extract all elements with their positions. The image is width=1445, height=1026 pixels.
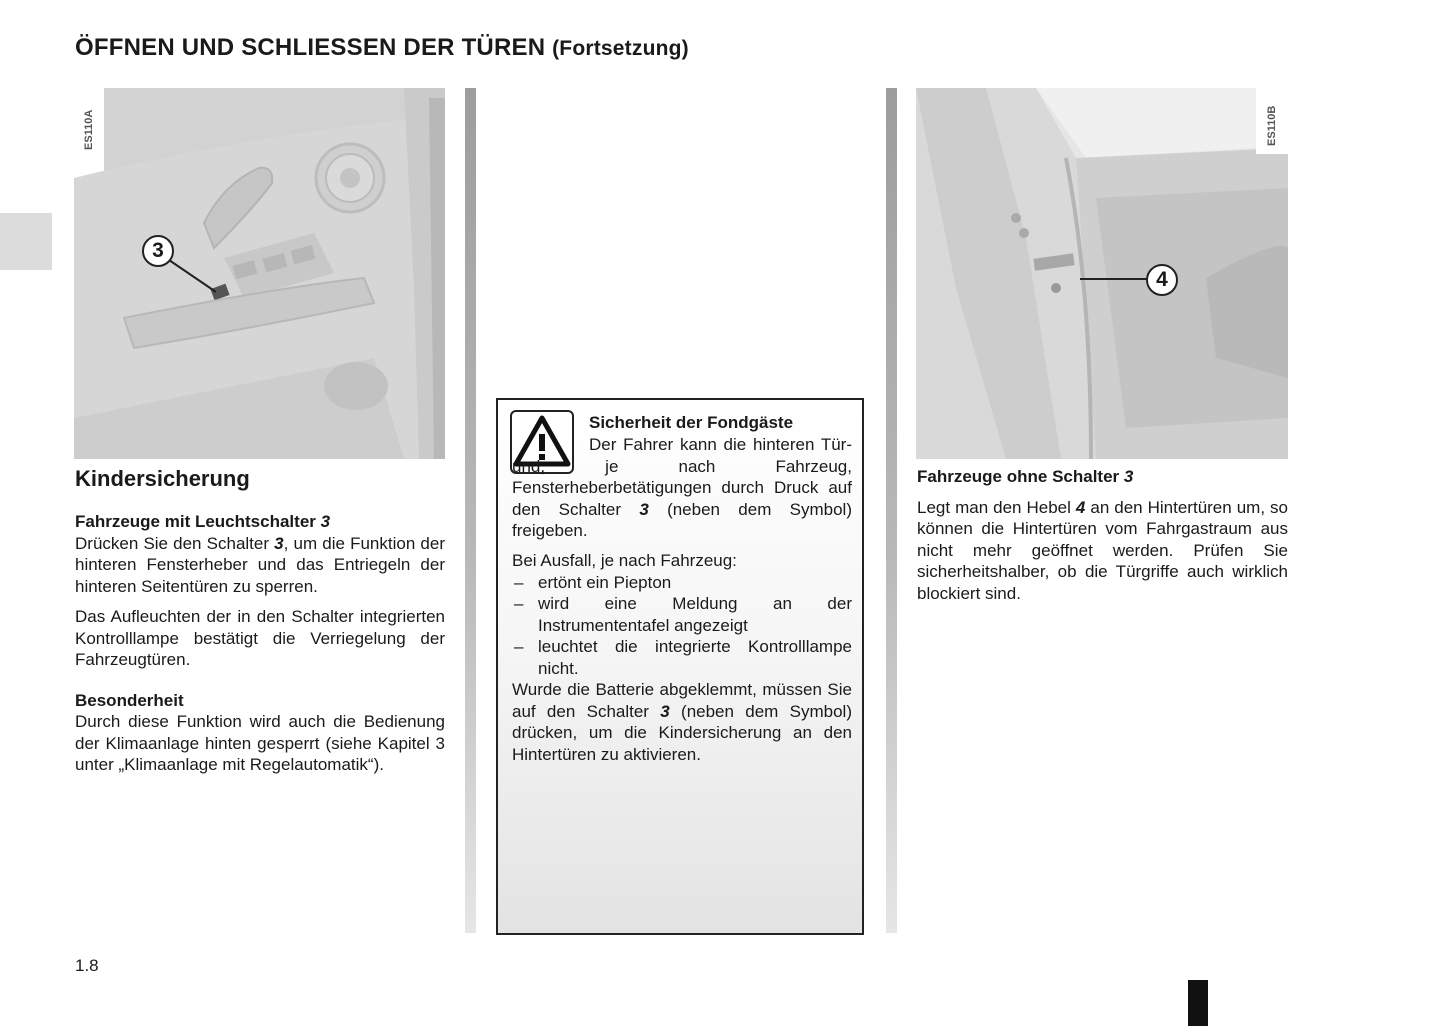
subheading-leuchtschalter: Fahrzeuge mit Leuchtschalter 3	[75, 512, 331, 531]
paragraph-besonderheit: Durch diese Funktion wird auch die Bedienung der Klimaanlage hinten gesperrt (siehe Kapitel 3 unter „Klimaanlage mit Regelautomatik“).	[75, 712, 445, 774]
subheading-ohne-schalter: Fahrzeuge ohne Schalter 3	[917, 467, 1134, 486]
callout-3: 3	[142, 235, 174, 267]
subheading-besonderheit: Besonderheit	[75, 690, 184, 710]
paragraph-ohne-schalter: Legt man den Hebel 4 an den Hintertüren um, so können die Hintertüren vom Fahrgastraum aus nicht mehr geöffnet werden. Prüfen Sie sicherheitshalber, ob die Türgriffe auch wirklich blockiert sind.	[917, 497, 1288, 603]
rear-door-figure	[916, 88, 1288, 459]
paragraph-kontrolllampe: Das Aufleuchten der in den Schalter integrierten Kontrolllampe bestätigt die Verriegelung der Fahrzeugtüren.	[75, 607, 445, 669]
warning-box	[496, 398, 864, 935]
column-divider-left	[465, 88, 476, 933]
callout-4: 4	[1146, 264, 1178, 296]
section-ohne-schalter	[917, 466, 1288, 604]
section-heading: Kindersicherung	[75, 466, 250, 491]
paragraph-leuchtschalter: Drücken Sie den Schalter 3, um die Funktion der hinteren Fensterheber und das Entriegeln der hinteren Seitentüren zu sperren.	[75, 533, 445, 596]
title-subtitle: (Fortsetzung)	[552, 37, 689, 60]
title-main: ÖFFNEN UND SCHLIESSEN DER TÜREN	[75, 34, 546, 61]
figure-code-left: ES110A	[83, 109, 95, 150]
door-panel-figure	[74, 88, 445, 459]
rear-door-illustration	[916, 88, 1288, 459]
column-divider-right	[886, 88, 897, 933]
page-title	[75, 34, 689, 62]
warning-paragraph-2: Bei Ausfall, je nach Fahrzeug:	[512, 551, 737, 570]
warning-list-item: – ertönt ein Piepton	[512, 572, 852, 594]
warning-paragraph-1: Der Fahrer kann die hinteren Tür- und, je nach Fahrzeug, Fensterheberbetätigungen durch Druck auf den Schalter 3 (neben dem Symbol) freigeben.	[512, 435, 852, 540]
warning-list	[512, 572, 852, 680]
warning-body	[512, 550, 852, 765]
thumb-index-mark	[1188, 980, 1208, 1026]
warning-list-item: – wird eine Meldung an der Instrumententafel angezeigt	[512, 593, 852, 636]
warning-list-item: – leuchtet die integrierte Kontrolllampe nicht.	[512, 636, 852, 679]
door-panel-illustration	[74, 88, 445, 459]
warning-title: Sicherheit der Fondgäste	[589, 413, 794, 432]
section-leuchtschalter	[75, 511, 445, 776]
figure-code-right: ES110B	[1266, 105, 1278, 146]
warning-paragraph-3: Wurde die Batterie abgeklemmt, müssen Sie auf den Schalter 3 (neben dem Symbol) drücken, um die Kindersicherung an den Hintertüren zu aktivieren.	[512, 680, 852, 764]
chapter-tab	[0, 213, 52, 270]
page-number: 1.8	[75, 956, 99, 975]
